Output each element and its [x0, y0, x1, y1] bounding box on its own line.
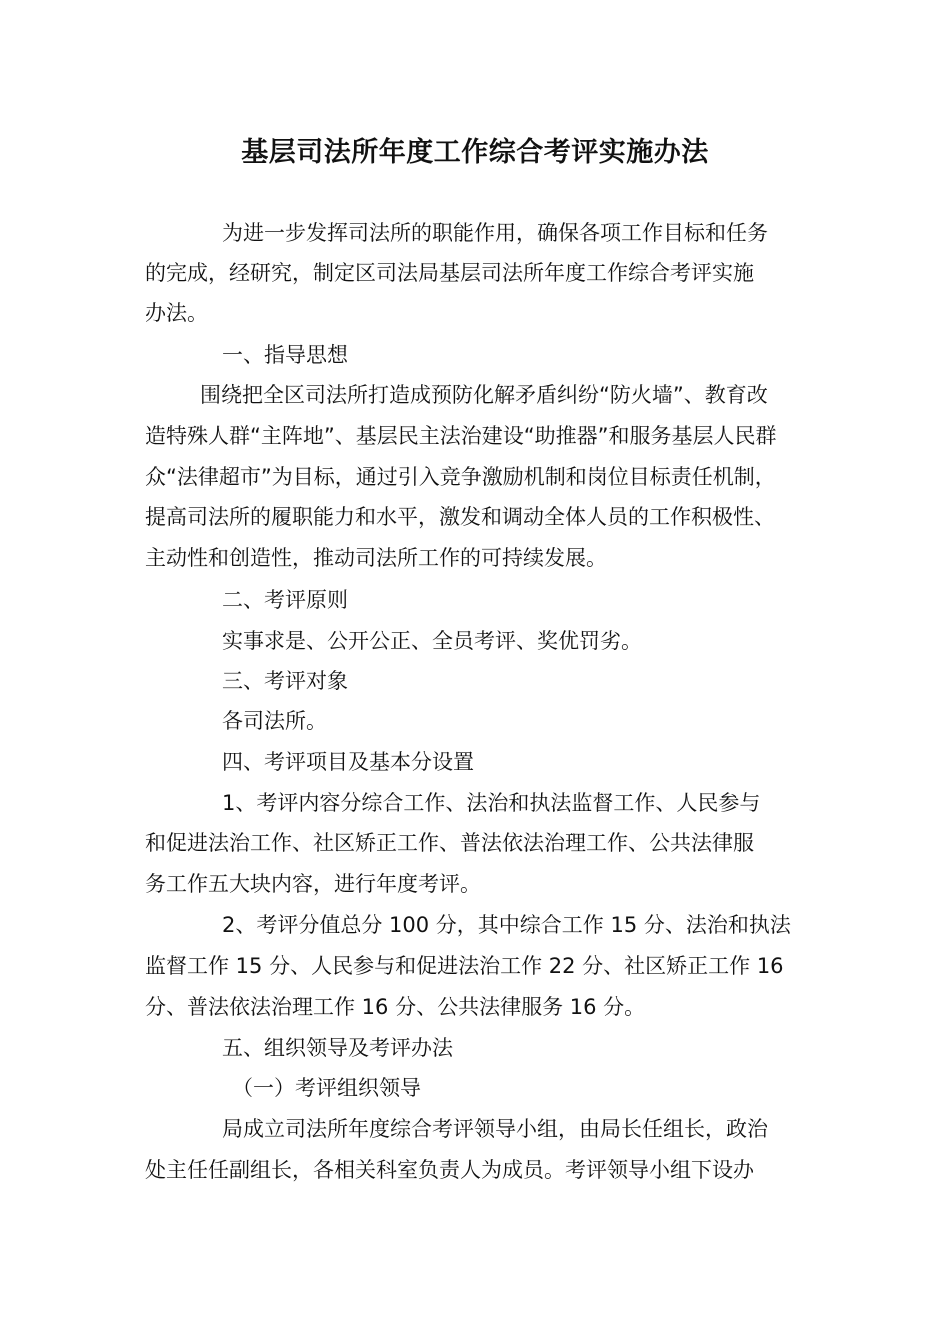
- paragraph-targets: 各司法所。: [222, 709, 327, 733]
- document-title: 基层司法所年度工作综合考评实施办法: [241, 137, 709, 168]
- paragraph-item2-line-2: 监督工作 15 分、人民参与和促进法治工作 22 分、社区矫正工作 16: [145, 954, 784, 978]
- paragraph-guiding-line-4: 提高司法所的履职能力和水平，激发和调动全体人员的工作积极性、: [145, 505, 775, 529]
- paragraph-item2-line-3: 分、普法依法治理工作 16 分、公共法律服务 16 分。: [145, 995, 646, 1019]
- paragraph-item1-line-1: 1、考评内容分综合工作、法治和执法监督工作、人民参与: [222, 791, 761, 815]
- paragraph-intro-line-2: 的完成，经研究，制定区司法局基层司法所年度工作综合考评实施: [145, 261, 754, 285]
- paragraph-guiding-line-5: 主动性和创造性，推动司法所工作的可持续发展。: [145, 546, 607, 570]
- section-heading-2: 二、考评原则: [222, 588, 348, 612]
- section-heading-1: 一、指导思想: [222, 343, 348, 367]
- section-heading-4: 四、考评项目及基本分设置: [222, 750, 474, 774]
- subsection-heading-1: （一）考评组织领导: [232, 1076, 421, 1100]
- paragraph-intro-line-1: 为进一步发挥司法所的职能作用，确保各项工作目标和任务: [222, 221, 768, 245]
- section-heading-3: 三、考评对象: [222, 669, 348, 693]
- paragraph-org-line-1: 局成立司法所年度综合考评领导小组，由局长任组长，政治: [222, 1117, 768, 1141]
- paragraph-principles: 实事求是、公开公正、全员考评、奖优罚劣。: [222, 629, 642, 653]
- paragraph-guiding-line-1: 围绕把全区司法所打造成预防化解矛盾纠纷“防火墙”、教育改: [200, 383, 768, 407]
- paragraph-item1-line-2: 和促进法治工作、社区矫正工作、普法依法治理工作、公共法律服: [145, 831, 754, 855]
- paragraph-guiding-line-3: 众“法律超市”为目标，通过引入竞争激励机制和岗位目标责任机制，: [145, 465, 776, 489]
- paragraph-item2-line-1: 2、考评分值总分 100 分，其中综合工作 15 分、法治和执法: [222, 913, 791, 937]
- paragraph-org-line-2: 处主任任副组长，各相关科室负责人为成员。考评领导小组下设办: [145, 1158, 754, 1182]
- paragraph-item1-line-3: 务工作五大块内容，进行年度考评。: [145, 872, 481, 896]
- paragraph-intro-line-3: 办法。: [145, 301, 208, 325]
- paragraph-guiding-line-2: 造特殊人群“主阵地”、基层民主法治建设“助推器”和服务基层人民群: [145, 424, 777, 448]
- section-heading-5: 五、组织领导及考评办法: [222, 1036, 453, 1060]
